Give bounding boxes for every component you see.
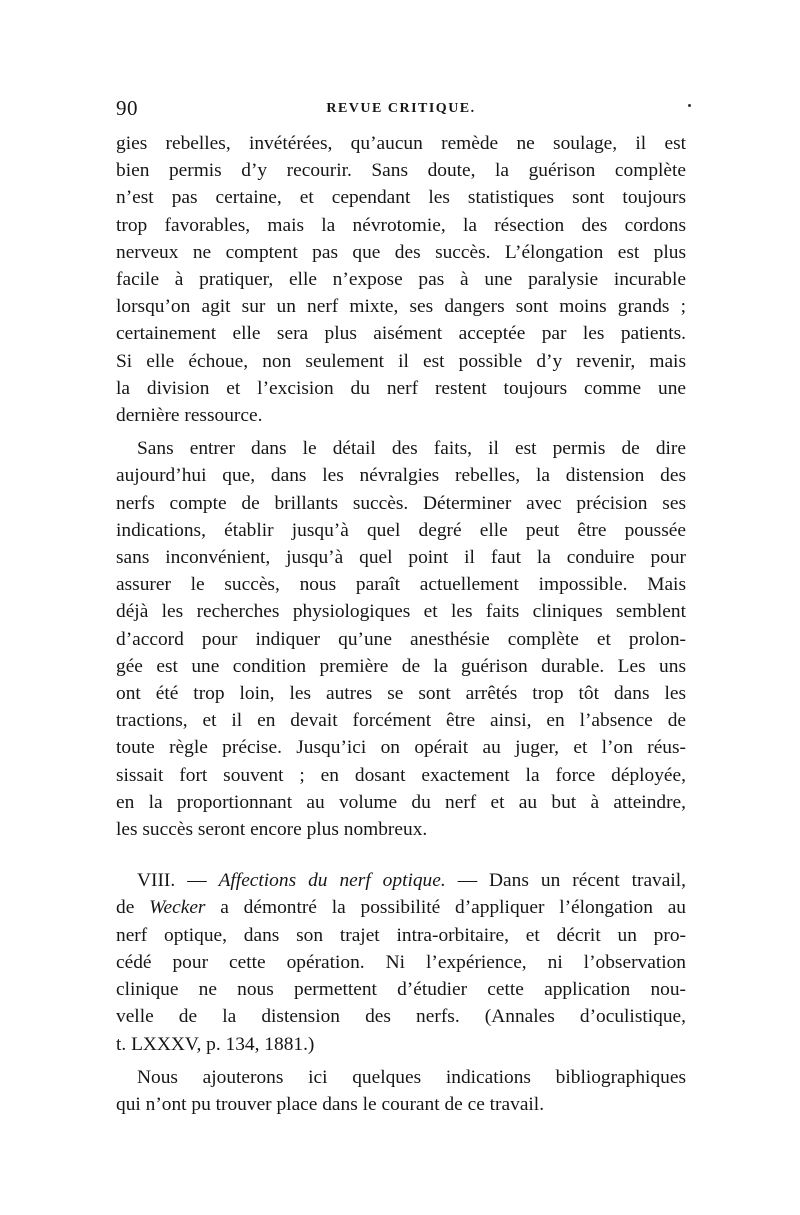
section-heading-line	[116, 867, 686, 894]
text-line: de Wecker a démontré la possibilité d’appliquer l’élongation au	[116, 897, 686, 919]
text-line: certainement elle sera plus aisément acceptée par les patients.	[116, 323, 686, 345]
section-numeral: VIII. —	[137, 870, 207, 892]
text-line: d’accord pour indiquer qu’une anesthésie complète et prolon-	[116, 628, 686, 650]
section-viii	[116, 867, 686, 1057]
section-title: Affections du nerf optique.	[218, 870, 446, 892]
text-line: lorsqu’on agit sur un nerf mixte, ses dangers sont moins grands ;	[116, 296, 686, 318]
text-line: assurer le succès, nous paraît actuellement impossible. Mais	[116, 574, 686, 596]
text-line: gée est une condition première de la guérison durable. Les uns	[116, 655, 686, 677]
page-number: 90	[116, 96, 138, 120]
section-lead: — Dans un récent travail,	[457, 870, 686, 892]
text-line: Si elle échoue, non seulement il est possible d’y revenir, mais	[116, 350, 686, 372]
text-line: sans inconvénient, jusqu’à quel point il faut la conduire pour	[116, 547, 686, 569]
citation-line: t. LXXXV, p. 134, 1881.)	[116, 1033, 315, 1055]
text-line: bien permis d’y recourir. Sans doute, la guérison complète	[116, 160, 686, 182]
text-line: Nous ajouterons ici quelques indications bibliographiques	[137, 1066, 686, 1088]
text-line: déjà les recherches physiologiques et les faits cliniques semblent	[116, 601, 686, 623]
text-line: velle de la distension des nerfs. (Annales d’oculistique,	[116, 1006, 686, 1028]
text-line: indications, établir jusqu’à quel degré elle peut être poussée	[116, 519, 686, 541]
text-line: qui n’ont pu trouver place dans le courant de ce travail.	[116, 1093, 545, 1115]
text-line: nerveux ne comptent pas que des succès. L’élongation est plus	[116, 241, 686, 263]
text-line: la division et l’excision du nerf restent toujours comme une	[116, 377, 686, 399]
text-line: gies rebelles, invétérées, qu’aucun remède ne soulage, il est	[116, 133, 686, 154]
document-page	[116, 96, 686, 1118]
text-line: clinique ne nous permettent d’étudier cette application nou-	[116, 979, 686, 1001]
text-line: facile à pratiquer, elle n’expose pas à une paralysie incurable	[116, 269, 686, 291]
text-line: aujourd’hui que, dans les névralgies rebelles, la distension des	[116, 465, 686, 487]
paragraph-distension	[116, 435, 686, 843]
text-line: Sans entrer dans le détail des faits, il est permis de dire	[137, 438, 686, 460]
paragraph-bibliography-note	[116, 1064, 686, 1118]
text-line: nerf optique, dans son trajet intra-orbitaire, et décrit un pro-	[116, 924, 686, 946]
text-line: nerfs compte de brillants succès. Déterminer avec précision ses	[116, 492, 686, 514]
paragraph-continuation	[116, 130, 686, 429]
running-title: REVUE CRITIQUE.	[326, 101, 476, 116]
text-line: cédé pour cette opération. Ni l’expérience, ni l’observation	[116, 951, 686, 973]
text-line: toute règle précise. Jusqu’ici on opérait au juger, et l’on réus-	[116, 737, 686, 759]
text-line: dernière ressource.	[116, 405, 263, 427]
text-line: n’est pas certaine, et cependant les statistiques sont toujours	[116, 187, 686, 209]
text-line: ont été trop loin, les autres se sont arrêtés trop tôt dans les	[116, 683, 686, 705]
print-speck	[688, 104, 691, 107]
text-line: sissait fort souvent ; en dosant exactement la force déployée,	[116, 764, 686, 786]
author-name: Wecker	[149, 897, 206, 919]
text-line: en la proportionnant au volume du nerf et au but à atteindre,	[116, 791, 686, 813]
text-line: les succès seront encore plus nombreux.	[116, 819, 428, 841]
text-line: tractions, et il en devait forcément être ainsi, en l’absence de	[116, 710, 686, 732]
running-head	[116, 96, 686, 128]
text-line: trop favorables, mais la névrotomie, la résection des cordons	[116, 214, 686, 236]
